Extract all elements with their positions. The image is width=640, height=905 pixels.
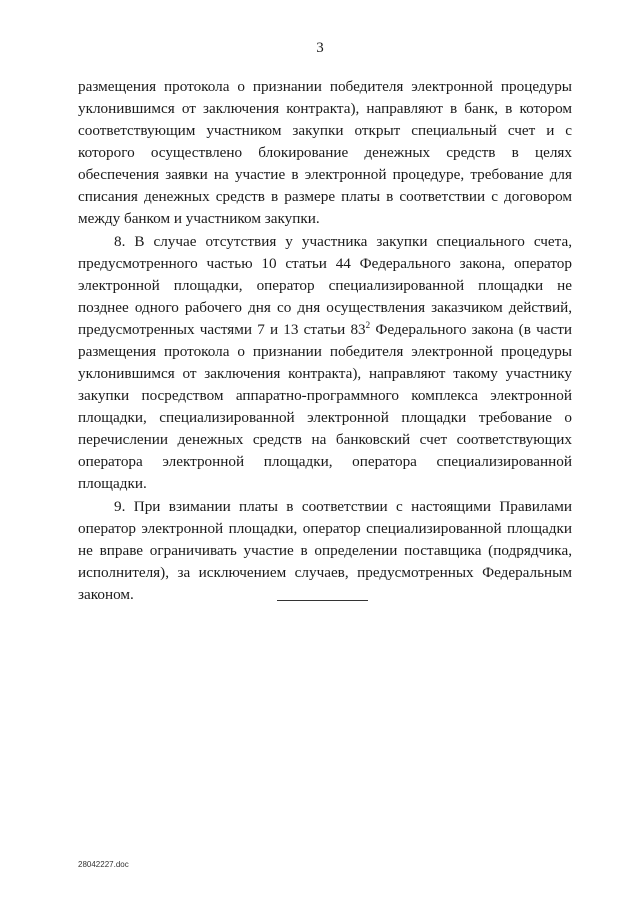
footer-filename: 28042227.doc bbox=[78, 860, 129, 869]
text-line: предусмотренного частью 10 статьи 44 Федерального закона, оператор bbox=[78, 255, 572, 272]
text-line: закупки посредством аппаратно-программного комплекса электронной bbox=[78, 387, 572, 404]
text-line: соответствующим участником закупки открыт специальный счет и с bbox=[78, 122, 572, 139]
text-line: перечислении денежных средств на банковский счет соответствующих bbox=[78, 431, 572, 448]
text-line: исполнителя), за исключением случаев, предусмотренных Федеральным bbox=[78, 564, 572, 581]
text-line: законом. bbox=[78, 586, 134, 603]
page-number: 3 bbox=[316, 40, 324, 56]
text-line: обеспечения заявки на участие в электронной процедуре, требование для bbox=[78, 166, 572, 183]
text-line: позднее одного рабочего дня со дня осуществления заказчиком действий, bbox=[78, 299, 572, 316]
text-line: которого осуществлено блокирование денежных средств в целях bbox=[78, 144, 572, 161]
text-line: не вправе ограничивать участие в определении поставщика (подрядчика, bbox=[78, 542, 572, 559]
text-line bbox=[78, 320, 572, 340]
text-segment: предусмотренных частями 7 и 13 статьи 83 bbox=[78, 321, 366, 338]
text-line: электронной площадки, оператор специализированной площадки не bbox=[78, 277, 572, 294]
text-segment: Федерального закона (в части bbox=[370, 321, 572, 338]
superscript: 2 bbox=[365, 320, 371, 330]
text-line: площадки, специализированной электронной площадки требование о bbox=[78, 409, 572, 426]
text-line: уклонившимся от заключения контракта), направляют в банк, в котором bbox=[78, 100, 572, 117]
text-line: размещения протокола о признании победителя электронной процедуры bbox=[78, 343, 572, 360]
text-line: между банком и участником закупки. bbox=[78, 210, 320, 227]
text-line: размещения протокола о признании победителя электронной процедуры bbox=[78, 78, 572, 95]
text-line: 9. При взимании платы в соответствии с настоящими Правилами bbox=[114, 498, 572, 515]
text-line: уклонившимся от заключения контракта), направляют такому участнику bbox=[78, 365, 572, 382]
text-line: списания денежных средств в размере платы в соответствии с договором bbox=[78, 188, 572, 205]
end-separator bbox=[277, 600, 368, 601]
text-line: 8. В случае отсутствия у участника закупки специального счета, bbox=[114, 233, 572, 250]
text-line: оператора электронной площадки, оператора специализированной bbox=[78, 453, 572, 470]
text-line: площадки. bbox=[78, 475, 147, 492]
text-line: оператор электронной площадки, оператор специализированной площадки bbox=[78, 520, 572, 537]
